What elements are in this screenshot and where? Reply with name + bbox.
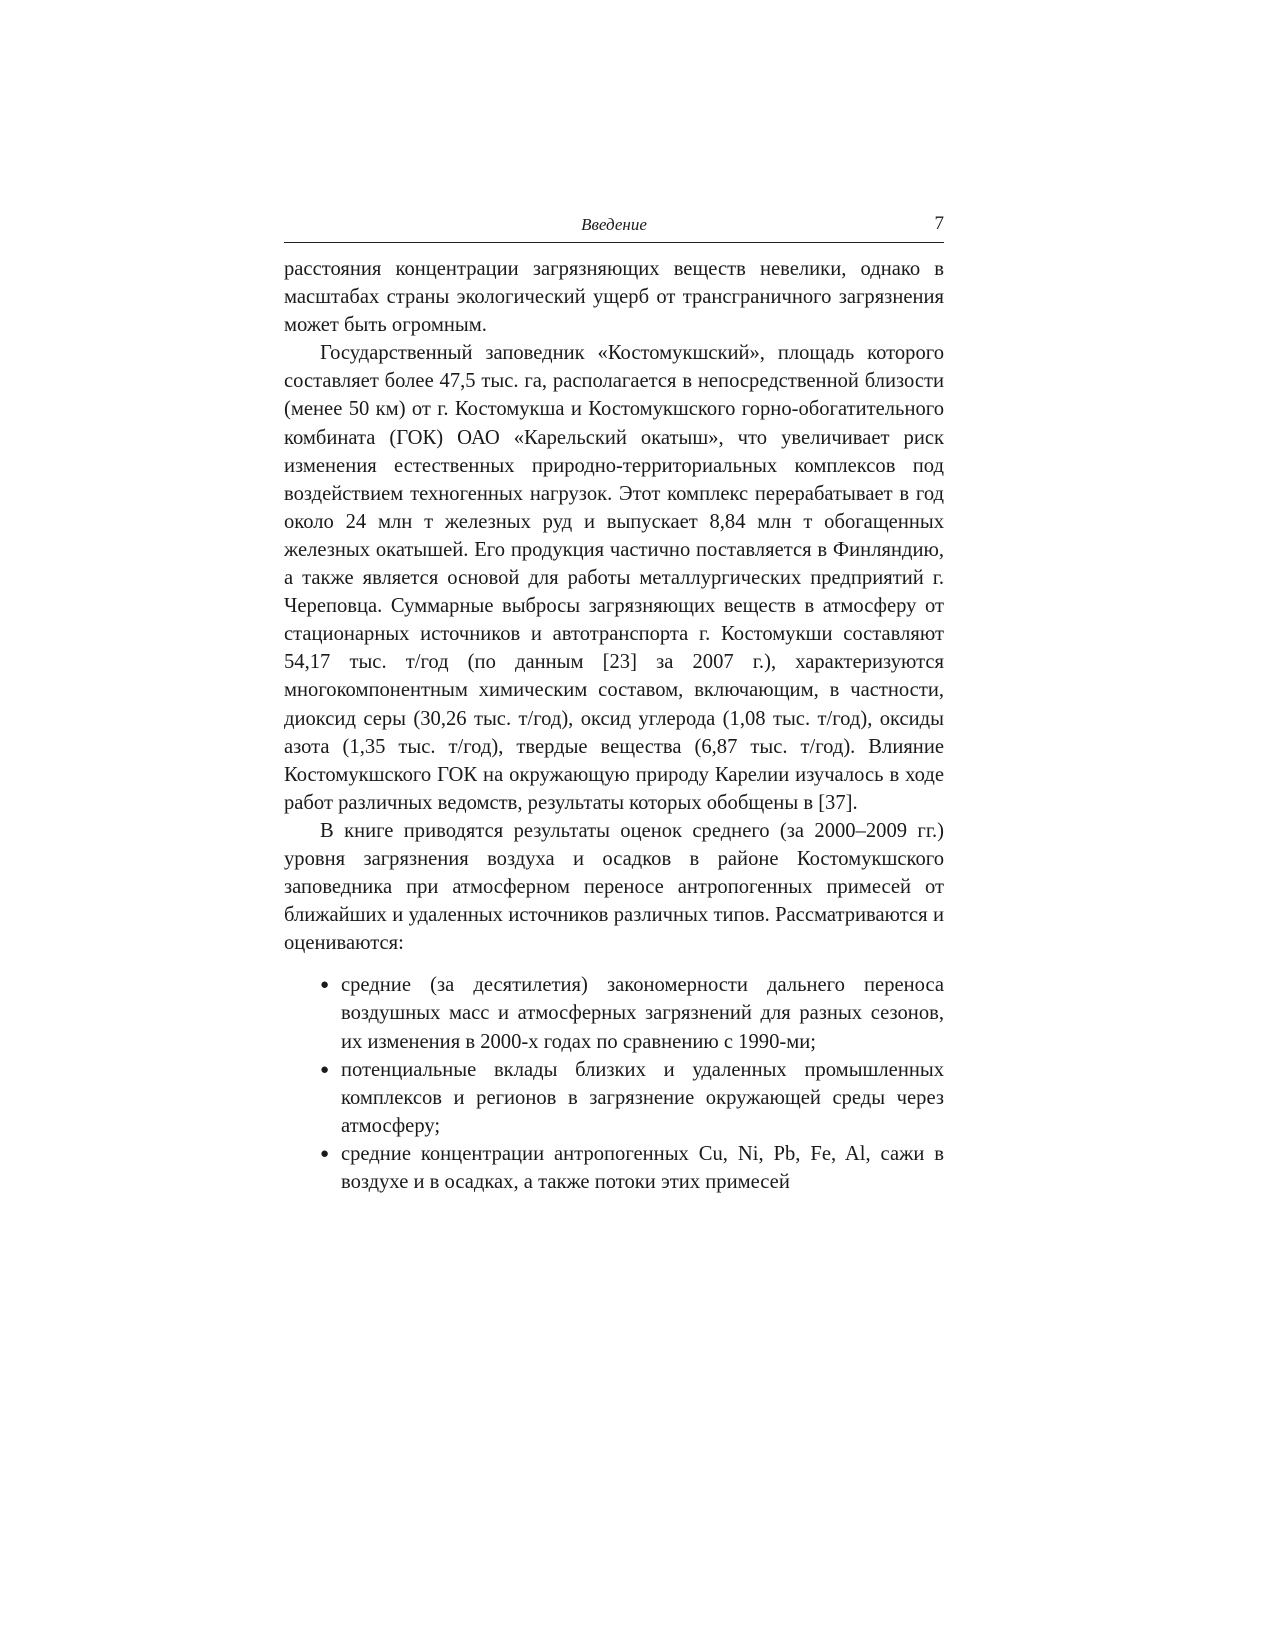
list-item (284, 1140, 944, 1196)
running-title: Введение (581, 215, 647, 234)
bullet-list (284, 971, 944, 1196)
list-item (284, 971, 944, 1055)
body-text (284, 255, 944, 1196)
list-item-text: средние концентрации антропогенных Cu, Ni, Pb, Fe, Al, сажи в воздухе и в осадках, а также потоки этих примесей (341, 1142, 944, 1193)
list-item-text: средние (за десятилетия) закономерности дальнего переноса воздушных масс и атмосферных загрязнений для разных сезонов, их изменения в 2000-х годах по сравнению с 1990-ми; (341, 974, 944, 1053)
paragraph-reserve-description: Государственный заповедник «Костомукшский», площадь которого составляет более 47,5 тыс. га, располагается в непосредственной близости (менее 50 км) от г. Костомукша и Костомукшского горно-обогатительного комбината (ГОК) ОАО «Карельский окатыш», что увеличивает риск изменения естественных природно-территориальных комплексов под воздействием техногенных нагрузок. Этот комплекс перерабатывает в год около 24 млн т железных руд и выпускает 8,84 млн т обогащенных железных окатышей. Его продукция частично поставляется в Финляндию, а также является основой для работы металлургических предприятий г. Череповца. Суммарные выбросы загрязняющих веществ в атмосферу от стационарных источников и автотранспорта г. Костомукши составляют 54,17 тыс. т/год (по данным [23] за 2007 г.), характеризуются многокомпонентным химическим составом, включающим, в частности, диоксид серы (30,26 тыс. т/год), оксид углерода (1,08 тыс. т/год), оксиды азота (1,35 тыс. т/год), твердые вещества (6,87 тыс. т/год). Влияние Костомукшского ГОК на окружающую природу Карелии изучалось в ходе работ различных ведомств, результаты которых обобщены в [37]. (284, 342, 944, 814)
list-item-text: потенциальные вклады близких и удаленных промышленных комплексов и регионов в загрязнение окружающей среды через атмосферу; (341, 1058, 944, 1137)
page-number: 7 (934, 213, 944, 234)
book-page (284, 212, 944, 1196)
bullet-icon: ● (320, 1145, 330, 1162)
paragraph-continuation: расстояния концентрации загрязняющих веществ невелики, однако в масштабах страны экологический ущерб от трансграничного загрязнения может быть огромным. (284, 258, 944, 337)
bullet-icon: ● (320, 977, 330, 994)
running-header (284, 212, 944, 243)
paragraph-book-overview: В книге приводятся результаты оценок среднего (за 2000–2009 гг.) уровня загрязнения воздуха и осадков в районе Костомукшского заповедника при атмосферном переносе антропогенных примесей от ближайших и удаленных источников различных типов. Рассматриваются и оцениваются: (284, 819, 944, 955)
bullet-icon: ● (320, 1061, 330, 1078)
list-item (284, 1056, 944, 1140)
